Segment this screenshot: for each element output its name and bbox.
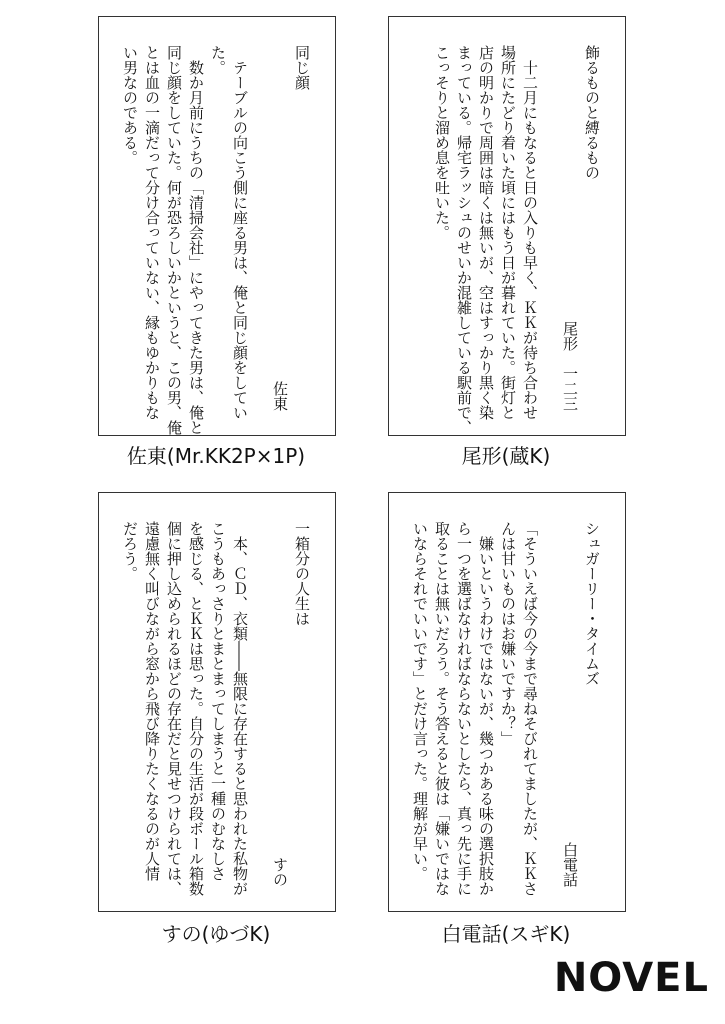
story-author: 尾形 一二三 xyxy=(561,321,579,411)
story-title: 一箱分の人生は xyxy=(293,521,311,626)
text-line: 「そういえば今の今まで尋ねそびれてましたが、ＫＫさ xyxy=(521,521,539,896)
text-line: いならそれでいいです」とだけ言った。理解が早い。 xyxy=(411,521,429,881)
story-box-decorate-and-bind xyxy=(388,16,626,436)
text-line: こっそりと溜め息を吐いた。 xyxy=(433,45,451,240)
text-line: 遠慮無く叫びながら窓から飛び降りたくなるのが人情 xyxy=(143,521,161,881)
text-line: 取ることは無いだろう。そう答えると彼は「嫌いではな xyxy=(433,521,451,896)
story-text xyxy=(409,521,603,896)
story-author: すの xyxy=(271,857,289,887)
text-line: 同じ顔をしていた。何が恐ろしいかというと、この男、俺 xyxy=(165,45,183,435)
story-title: 同じ顔 xyxy=(293,45,311,90)
text-line: こうもあっさりとまとまってしまうと一種のむなしさ xyxy=(209,521,227,881)
text-line: た。 xyxy=(209,45,227,75)
story-caption: すの(ゆづK) xyxy=(161,922,271,946)
text-line: テーブルの向こう側に座る男は、俺と同じ顔をしてい xyxy=(231,45,249,420)
text-line: 十二月にもなると日の入りも早く、ＫＫが待ち合わせ xyxy=(521,45,539,420)
story-caption: 白電話(スギK) xyxy=(441,922,571,946)
text-line: 数か月前にうちの「清掃会社」にやってきた男は、俺と xyxy=(187,45,205,435)
story-author: 白電話 xyxy=(561,842,579,887)
text-line: 個に押し込められるほどの存在だと見せつけられては、 xyxy=(165,521,183,896)
story-title: シュガーリー・タイムズ xyxy=(583,521,601,686)
story-box-one-box-life xyxy=(98,492,336,912)
story-text xyxy=(431,45,603,435)
text-line: 本、ＣＤ、衣類――無限に存在すると思われた私物が xyxy=(231,521,249,896)
text-line: んは甘いものはお嫌いですか？」 xyxy=(499,521,517,746)
text-line: とは血の一滴だって分け合っていない、縁もゆかりもな xyxy=(143,45,161,420)
text-line: まっている。帰宅ラッシュのせいか混雑している駅前で、 xyxy=(455,45,473,435)
story-box-same-face xyxy=(98,16,336,436)
story-caption: 佐東(Mr.KK2P×1P) xyxy=(126,444,306,468)
text-line: 嫌いというわけではないが、幾つかある味の選択肢か xyxy=(477,521,495,896)
story-caption: 尾形(蔵K) xyxy=(461,444,551,468)
text-line: い男なのである。 xyxy=(121,45,139,165)
story-box-sugary-times xyxy=(388,492,626,912)
story-title: 飾るものと縛るもの xyxy=(583,45,601,180)
section-label-novel: NOVEL xyxy=(553,955,709,1001)
text-line: ら一つを選ばなければならないとしたら、真っ先に手に xyxy=(455,521,473,896)
story-text xyxy=(119,521,313,896)
story-author: 佐東 xyxy=(271,381,289,411)
text-line: を感じる、とＫＫは思った。自分の生活が段ボール箱数 xyxy=(187,521,205,896)
text-line: 場所にたどり着いた頃にはもう日が暮れていた。街灯と xyxy=(499,45,517,420)
text-line: 店の明かりで周囲は暗くは無いが、空はすっかり黒く染 xyxy=(477,45,495,420)
text-line: だろう。 xyxy=(121,521,139,581)
story-text xyxy=(119,45,313,435)
